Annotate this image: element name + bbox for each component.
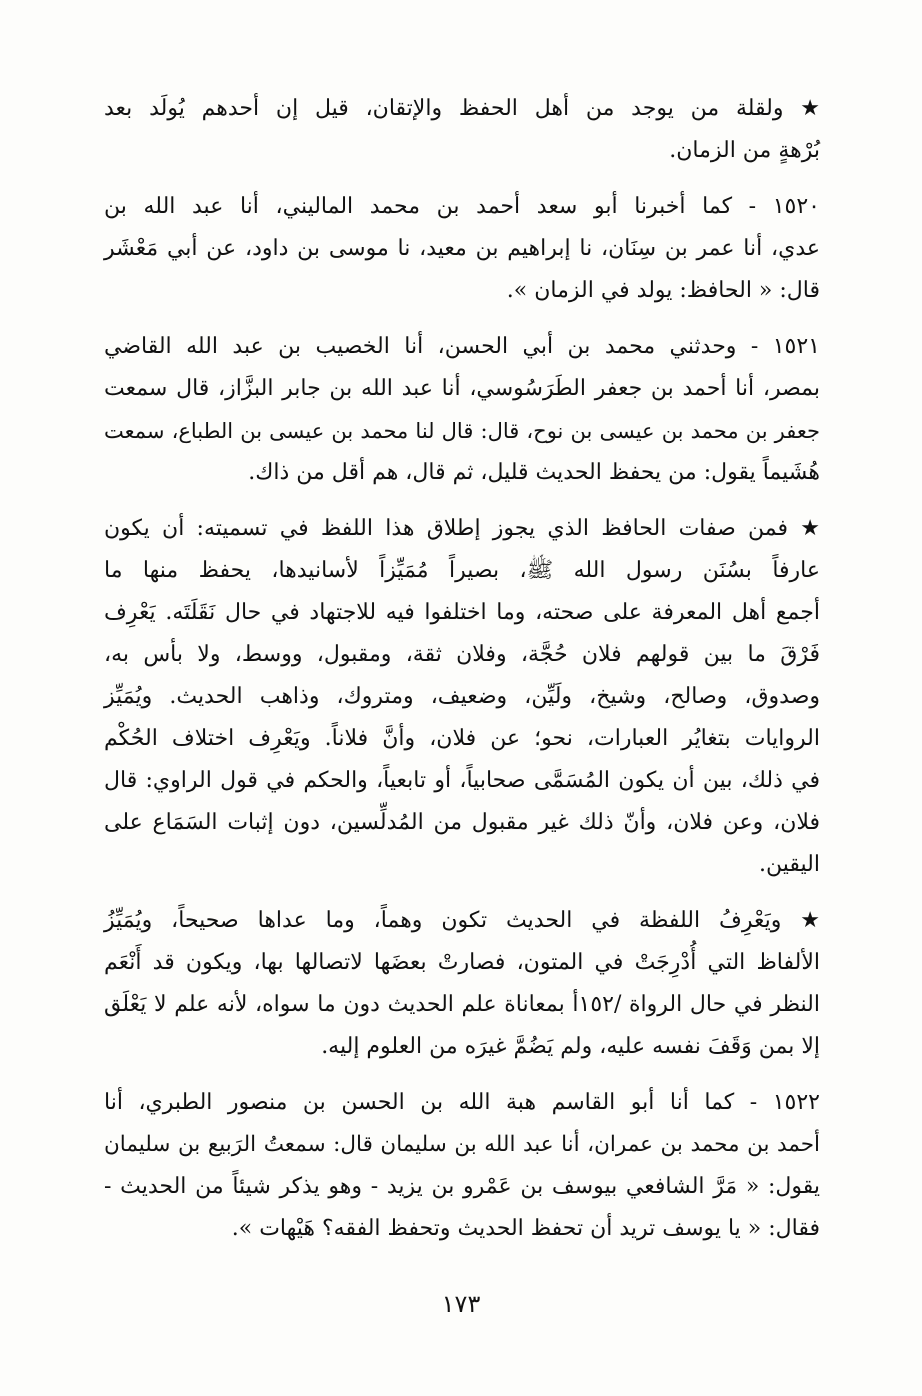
text-line: ١٥٢١ - وحدثني محمد بن أبي الحسن، أنا الخصيب بن عبد الله القاضي <box>104 334 820 359</box>
text-line: ١٥٢٠ - كما أخبرنا أبو سعد أحمد بن محمد الماليني، أنا عبد الله بن <box>104 194 820 219</box>
text-line: يقول: « مَرَّ الشافعي بيوسف بن عَمْرو بن يزيد - وهو يذكر شيئاً من الحديث - <box>104 1174 820 1199</box>
text-line: ١٥٢٢ - كما أنا أبو القاسم هبة الله بن الحسن بن منصور الطبري، أنا <box>104 1090 820 1115</box>
paragraph-narration-1521 <box>104 326 820 494</box>
text-line: بُرْهةٍ من الزمان. <box>669 138 820 163</box>
paragraph-note-rarity <box>104 88 820 172</box>
text-line: الروايات بتغايُر العبارات، نحو؛ عن فلان، وأنَّ فلاناً. ويَعْرِف اختلاف الحُكْم <box>104 726 820 751</box>
text-line: بمصر، أنا أحمد بن جعفر الطَرَسُوسي، أنا عبد الله بن جابر البزَّاز، قال سمعت <box>104 376 820 401</box>
text-line: اليقين. <box>759 852 820 877</box>
text-line: فَرْقَ ما بين قولهم فلان حُجَّة، وفلان ثقة، ومقبول، ووسط، ولا بأس به، <box>104 642 820 667</box>
text-line: الألفاظ التي أُدْرِجَتْ في المتون، فصارتْ بعضَها لاتصالها بها، ويكون قد أَنْعَم <box>104 950 820 975</box>
text-line: جعفر بن محمد بن عيسى بن نوح، قال: قال لنا محمد بن عيسى بن الطباع، سمعت <box>104 419 820 443</box>
text-line: عدي، أنا عمر بن سِنَان، نا إبراهيم بن معيد، نا موسى بن داود، عن أبي مَعْشَر <box>104 236 820 261</box>
text-line: فلان، وعن فلان، وأنّ ذلك غير مقبول من المُدلِّسين، دون إثبات السَمَاع على <box>104 810 820 835</box>
text-line: فقال: « يا يوسف تريد أن تحفظ الحديث وتحفظ الفقه؟ هَيْهات ». <box>231 1216 820 1241</box>
text-line: قال: « الحافظ: يولد في الزمان ». <box>506 278 820 303</box>
text-line: أحمد بن محمد بن عمران، أنا عبد الله بن سليمان قال: سمعتُ الرَبيع بن سليمان <box>104 1132 820 1157</box>
paragraph-note-errors <box>104 900 820 1068</box>
text-line: إلا بمن وَقَفَ نفسه عليه، ولم يَضُمَّ غيرَه من العلوم إليه. <box>321 1034 820 1059</box>
text-line: في ذلك، بين أن يكون المُسَمَّى صحابياً، أو تابعياً، والحكم في قول الراوي: قال <box>104 768 820 793</box>
paragraph-narration-1520 <box>104 186 820 312</box>
text-line: ★ ويَعْرِفُ اللفظة في الحديث تكون وهماً، وما عداها صحيحاً، ويُمَيِّزُ <box>104 908 820 933</box>
text-line: أجمع أهل المعرفة على صحته، وما اختلفوا فيه للاجتهاد في حال نَقَلَتَه. يَعْرِف <box>104 600 820 625</box>
book-page-body <box>104 88 820 1264</box>
paragraph-note-hafiz-attributes <box>104 508 820 886</box>
text-line: عارفاً بسُنَن رسول الله ﷺ، بصيراً مُمَيِّزاً لأسانيدها، يحفظ منها ما <box>104 558 820 583</box>
page-number: ١٧٣ <box>441 1290 481 1318</box>
text-line: وصدوق، وصالح، وشيخ، ولَيِّن، وضعيف، ومتروك، وذاهب الحديث. ويُمَيِّز <box>104 684 820 709</box>
text-line: هُشَيماً يقول: من يحفظ الحديث قليل، ثم قال، هم أقل من ذاك. <box>248 460 820 485</box>
paragraph-narration-1522 <box>104 1082 820 1250</box>
text-line: ★ فمن صفات الحافظ الذي يجوز إطلاق هذا اللفظ في تسميته: أن يكون <box>104 516 820 541</box>
text-line: النظر في حال الرواة /١٥٢أ بمعاناة علم الحديث دون ما سواه، لأنه علم لا يَعْلَق <box>104 992 820 1017</box>
text-line: ★ ولقلة من يوجد من أهل الحفظ والإتقان، قيل إن أحدهم يُولَد بعد <box>104 96 820 121</box>
